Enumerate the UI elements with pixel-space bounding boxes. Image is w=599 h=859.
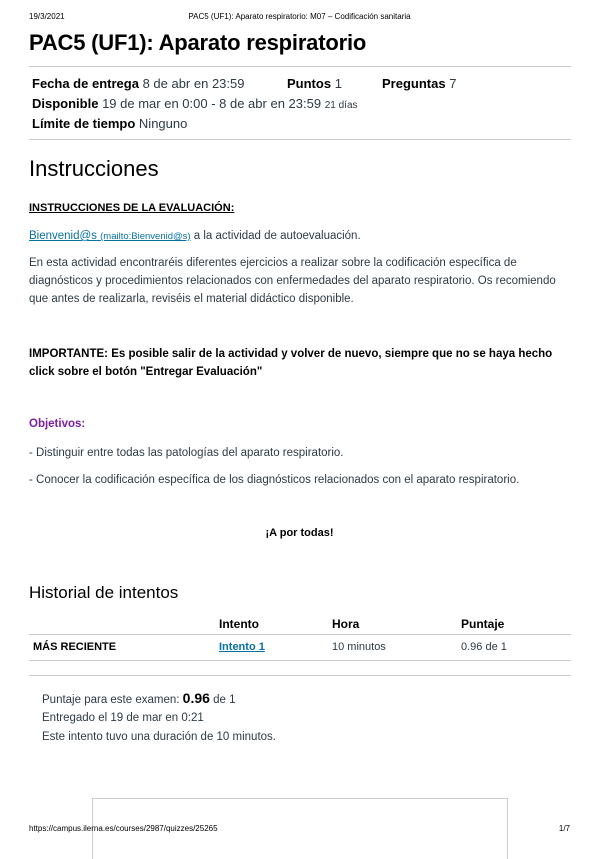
available-days: 21 días	[324, 100, 358, 111]
available-label: Disponible	[32, 96, 99, 111]
available-value: 19 de mar en 0:00 - 8 de abr en 23:59	[102, 96, 322, 111]
column-header-score: Puntaje	[461, 617, 505, 631]
points-value: 1	[334, 76, 342, 91]
time-limit-value: Ninguno	[138, 116, 188, 131]
print-page-number: 1/7	[558, 824, 570, 833]
due-value: 8 de abr en 23:59	[142, 76, 245, 91]
table-header-divider	[29, 634, 571, 635]
divider	[29, 66, 571, 67]
attempt-cell	[219, 641, 265, 653]
score-value: 0.96	[182, 690, 210, 706]
divider	[29, 139, 571, 140]
score-cell: 0.96 de 1	[461, 641, 507, 653]
submitted-text: Entregado el 19 de mar en 0:21	[42, 712, 204, 724]
welcome-text: a la actividad de autoevaluación.	[193, 230, 361, 242]
objectives-title: Objetivos:	[29, 418, 86, 430]
instructions-subheading: INSTRUCCIONES DE LA EVALUACIÓN:	[29, 202, 235, 214]
print-date: 19/3/2021	[29, 12, 65, 21]
column-header-attempt: Intento	[219, 617, 259, 631]
score-summary: Puntaje para este examen: 0.96 de 1	[42, 690, 236, 706]
page-title: PAC5 (UF1): Aparato respiratorio	[29, 30, 367, 55]
print-doc-title: PAC5 (UF1): Aparato respiratorio: M07 – Codificación sanitaria	[188, 12, 411, 21]
availability-meta	[32, 96, 358, 111]
objective-item: - Conocer la codificación específica de los diagnósticos relacionados con el aparato respiratorio.	[29, 474, 520, 486]
points-label: Puntos	[287, 76, 332, 91]
print-url: https://campus.ilerna.es/courses/2987/quizzes/25265	[29, 824, 218, 833]
history-heading: Historial de intentos	[29, 583, 179, 602]
points-meta	[287, 76, 342, 91]
column-header-time: Hora	[332, 617, 360, 631]
due-label: Fecha de entrega	[32, 76, 139, 91]
time-cell: 10 minutos	[332, 641, 386, 653]
questions-label: Preguntas	[382, 76, 446, 91]
time-limit-meta	[32, 116, 187, 131]
row-label: MÁS RECIENTE	[33, 641, 117, 653]
instructions-heading: Instrucciones	[29, 156, 159, 181]
questions-value: 7	[449, 76, 457, 91]
duration-text: Este intento tuvo una duración de 10 minutos.	[42, 731, 276, 743]
questions-meta	[382, 76, 456, 91]
important-note: IMPORTANTE: Es posible salir de la actividad y volver de nuevo, siempre que no se haya hecho click sobre el botón "Entregar Evaluación"	[29, 348, 553, 378]
instructions-paragraph: En esta actividad encontraréis diferentes ejercicios a realizar sobre la codificación específica de diagnósticos y procedimientos relacionados con enfermedades del aparato respiratorio. Os recomiendo que antes de realizarla, reviséis el material didáctico disponible.	[29, 257, 556, 305]
welcome-paragraph	[29, 227, 574, 246]
time-limit-label: Límite de tiempo	[32, 116, 136, 131]
objective-item: - Distinguir entre todas las patologías del aparato respiratorio.	[29, 447, 344, 459]
divider	[29, 675, 571, 676]
divider	[29, 660, 571, 661]
closing-text: ¡A por todas!	[265, 527, 334, 539]
attempt-link[interactable]: Intento 1	[219, 641, 265, 653]
welcome-link[interactable]: Bienvenid@s (mailto:Bienvenid@s)	[29, 230, 191, 242]
quiz-meta-row-1	[32, 76, 244, 91]
